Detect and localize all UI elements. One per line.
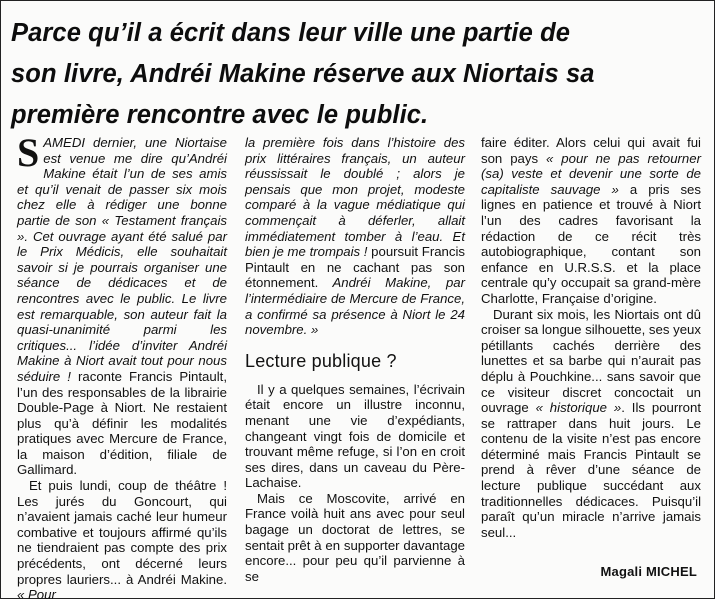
paragraph	[481, 307, 701, 541]
headline-line-2: son livre, Andréi Makine réserve aux Niortais sa	[11, 60, 595, 88]
quote-text: AMEDI dernier, une Niortaise est venue me dire qu’Andréi Makine était l’un de ses amis et qu’il venait de passer six mois chez elle à rédiger une bonne partie de son « Testament français ». Cet ouvrage ayant été salué par le Prix Médicis, elle souhaitait savoir si je pourrais organiser une séance de dédicaces et de rencontres avec le public. Le livre est remarquable, son auteur fait la quasi-unanimité parmi les critiques... l’idée d’inviter Andréi Makine à Niort avait tout pour nous séduire !	[17, 135, 227, 384]
quote-text: « historique »	[528, 400, 622, 416]
headline-line-1: Parce qu’il a écrit dans leur ville une partie de	[11, 19, 571, 47]
body-text: a pris ses lignes en patience et trouvé à Niort l’un des cadres favorisant la rédaction de ce récit très autobiographique, contant son enfance en U.R.S.S. et la place centrale qu’y occupait sa grand-mère Charlotte, Française d’origine.	[481, 181, 701, 306]
body-text: poursuit Francis Pintault en ne cachant pas son étonnement.	[245, 244, 465, 291]
drop-cap: S	[17, 130, 40, 175]
quote-text: « pour ne pas retourner (sa) veste et devenir une sorte de capitaliste sauvage »	[481, 150, 701, 197]
body-text: . Ils pourront se rattraper dans huit jours. Le contenu de la visite n’est pas encore déterminé mais Francis Pintault se prend à rêver d’une séance de lecture publique succédant aux traditionnelles dédicaces. Puisqu’il paraît qu’un miracle n’arrive jamais seul...	[481, 400, 701, 540]
paragraph	[481, 135, 701, 307]
body-text: Il y a quelques semaines, l’écrivain était encore un illustre inconnu, menant une vie d’expédiants, changeant vingt fois de domicile et trouvant même refuge, si l’on en croit ses dires, dans un caveau du Père-Lachaise.	[245, 381, 465, 491]
column-1	[17, 130, 227, 603]
body-text: raconte Francis Pintault, l’un des responsables de la librairie Double-Page à Niort. Ne restaient plus qu’à définir les modalités pratiques avec Mercure de France, la maison d’édition, filiale de Gallimard.	[17, 368, 227, 478]
body-text: Mais ce Moscovite, arrivé en France voilà huit ans avec pour seul bagage un doctorat de lettres, se sentait prêt à en supporter davantage encore... pour peu qu’il parvienne à se	[245, 490, 465, 584]
byline: Magali MICHEL	[600, 564, 697, 579]
body-text: Et puis lundi, coup de théâtre ! Les jurés du Goncourt, qui n’avaient jamais caché leur humeur combative et toujours affirmé qu’ils ne tiendraient pas compte des prix précédents, ont décerné leurs propres lauriers... à Andréi Makine.	[17, 478, 227, 587]
column-2	[245, 135, 465, 584]
quote-text: « Pour	[17, 587, 56, 603]
body-text: Durant six mois, les Niortais ont dû croiser sa longue silhouette, ses yeux pétillants cachés derrière des lunettes et sa barbe qui n’aurait pas déplu à Pouchkine... sans savoir que ce visiteur discret concoctait un ouvrage	[481, 306, 701, 416]
headline	[11, 13, 711, 136]
paragraph	[245, 135, 465, 338]
quote-text: la première fois dans l’histoire des prix littéraires français, un auteur réussissait le doublé ; alors je pensais que mon projet, modeste comparé à la vague médiatique qui commençait à déferler, allait immédiatement tomber à l’eau. Et bien je me trompais !	[245, 135, 465, 260]
paragraph	[245, 382, 465, 491]
column-3	[481, 135, 701, 540]
quote-text: Andréi Makine, par l’intermédiaire de Mercure de France, a confirmé sa présence à Niort le 24 novembre. »	[245, 275, 465, 338]
subheading: Lecture publique ?	[245, 350, 397, 371]
paragraph	[245, 491, 465, 585]
paragraph	[17, 478, 227, 603]
headline-line-3: première rencontre avec le public.	[11, 101, 429, 129]
paragraph	[17, 130, 227, 478]
body-text: faire éditer. Alors celui qui avait fui son pays	[481, 135, 701, 166]
